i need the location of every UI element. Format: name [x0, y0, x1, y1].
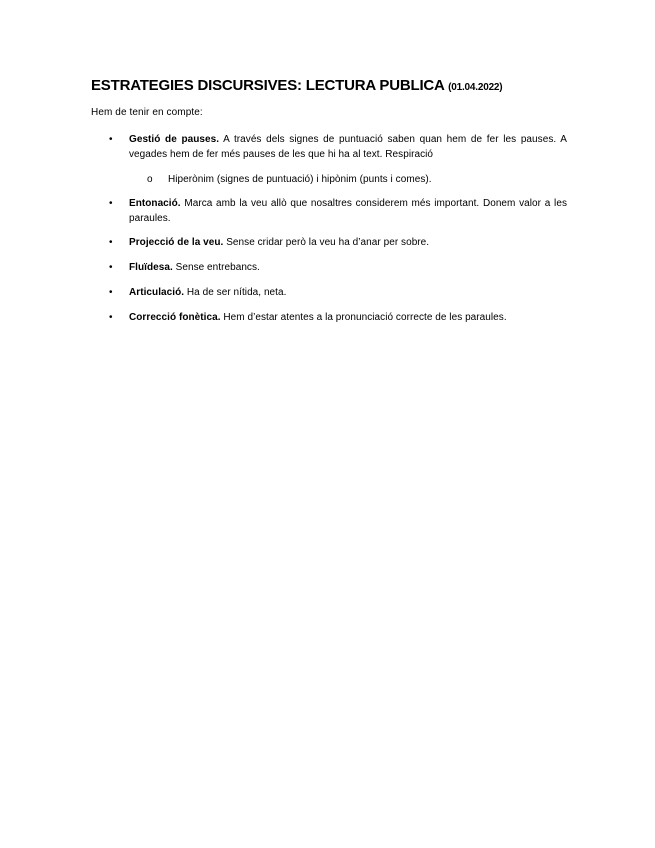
list-item-term: Fluïdesa. [129, 262, 173, 273]
list-item-text [129, 285, 567, 300]
bullet-marker: • [109, 237, 113, 248]
page-title [91, 77, 571, 94]
list-item-text [129, 310, 567, 325]
list-item-articulacio [91, 285, 571, 300]
list-item-gestio [91, 132, 571, 162]
list-item-text [129, 235, 567, 250]
list-item-text [129, 132, 567, 162]
bullet-marker: • [109, 262, 113, 273]
intro-text: Hem de tenir en compte: [91, 107, 203, 118]
bullet-marker: • [109, 134, 113, 145]
list-item-term: Entonació. [129, 198, 181, 209]
list-item-term: Gestió de pauses. [129, 134, 220, 145]
title-main: ESTRATEGIES DISCURSIVES: LECTURA PUBLICA [91, 77, 445, 94]
bullet-marker: • [109, 198, 113, 209]
list-item-body: Ha de ser nítida, neta. [184, 287, 287, 298]
list-item-text [129, 196, 567, 226]
list-item-term: Articulació. [129, 287, 185, 298]
list-item-text [129, 260, 567, 275]
list-item-projeccio [91, 235, 571, 250]
title-date: (01.04.2022) [448, 82, 503, 93]
list-item-term: Correcció fonètica. [129, 312, 221, 323]
sub-list-item [147, 172, 567, 187]
bullet-marker: • [109, 312, 113, 323]
list-item-body: Sense cridar però la veu ha d’anar per sobre. [223, 237, 430, 248]
sub-bullet-marker: o [147, 174, 153, 185]
list-item-entonacio [91, 196, 571, 226]
list-item-fluidesa [91, 260, 571, 275]
list-item-body: Hem d’estar atentes a la pronunciació correcte de les paraules. [220, 312, 507, 323]
list-item-correccio [91, 310, 571, 325]
bullet-marker: • [109, 287, 113, 298]
list-item-body: A través dels signes de puntuació saben quan hem de fer les pauses. A vegades hem de fer més pauses de les que hi ha al text. Respiració [129, 134, 567, 160]
list-item-body: Marca amb la veu allò que nosaltres considerem més important. Donem valor a les paraules. [129, 198, 567, 224]
sub-list-item-text: Hiperònim (signes de puntuació) i hipònim (punts i comes). [168, 174, 432, 185]
list-item-body: Sense entrebancs. [172, 262, 260, 273]
list-item-term: Projecció de la veu. [129, 237, 224, 248]
